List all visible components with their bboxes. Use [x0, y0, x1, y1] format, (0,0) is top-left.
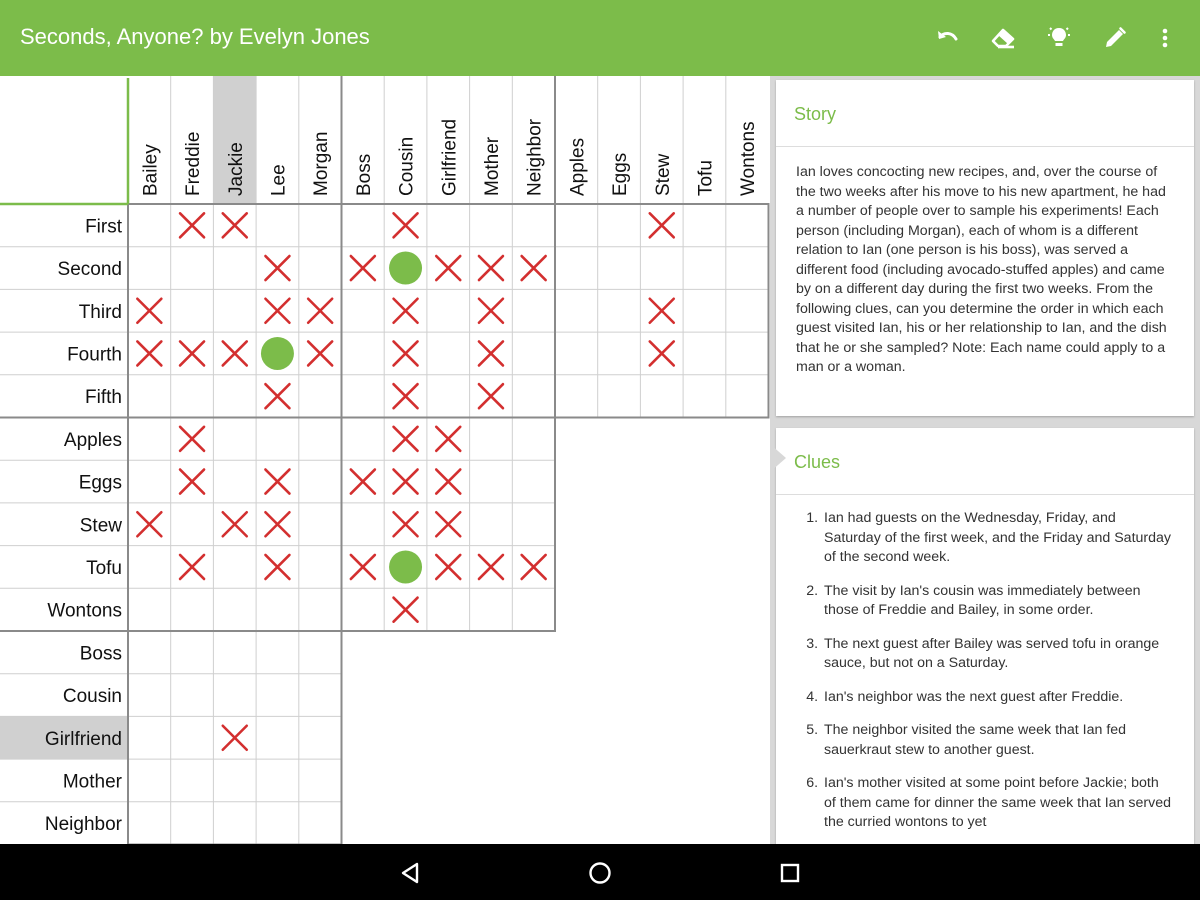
cell-x-mark[interactable] — [522, 256, 546, 280]
system-nav-bar — [0, 844, 1200, 900]
column-header[interactable]: Morgan — [311, 131, 333, 196]
cell-x-mark[interactable] — [180, 555, 204, 579]
cell-x-mark[interactable] — [265, 555, 289, 579]
undo-icon — [933, 24, 961, 52]
row-header[interactable]: Girlfriend — [44, 728, 122, 750]
cell-x-mark[interactable] — [650, 341, 674, 365]
clue-item[interactable]: 3. The next guest after Bailey was served tofu in orange sauce, but not on a Saturday. — [822, 635, 1172, 674]
eraser-icon — [989, 24, 1017, 52]
column-header[interactable]: Wontons — [738, 121, 760, 196]
row-header[interactable]: Third — [78, 301, 122, 323]
grid-block — [342, 204, 556, 418]
row-header[interactable]: Tofu — [86, 557, 122, 579]
hint-lightbulb-icon — [1045, 24, 1073, 52]
row-header[interactable]: Fifth — [85, 387, 122, 409]
cell-x-mark[interactable] — [479, 555, 503, 579]
cell-x-mark[interactable] — [394, 341, 418, 365]
row-header[interactable]: First — [85, 216, 122, 238]
cell-x-mark[interactable] — [351, 256, 375, 280]
recents-button[interactable] — [775, 858, 805, 888]
back-button[interactable] — [395, 858, 425, 888]
cell-x-mark[interactable] — [394, 384, 418, 408]
clue-item[interactable]: 6. Ian's mother visited at some point before Jackie; both of them came for dinner the same week that Ian served the curried wontons to yet — [822, 774, 1172, 833]
cell-match-dot[interactable] — [389, 550, 422, 583]
overflow-menu-icon — [1151, 24, 1179, 52]
cell-x-mark[interactable] — [137, 512, 161, 536]
clues-heading: Clues — [794, 452, 841, 472]
cell-x-mark[interactable] — [479, 299, 503, 323]
cell-x-mark[interactable] — [223, 213, 247, 237]
row-header[interactable]: Stew — [79, 515, 122, 537]
puzzle-title: Seconds, Anyone? by Evelyn Jones — [20, 24, 370, 49]
hint-button[interactable] — [1041, 20, 1077, 56]
column-header[interactable]: Lee — [268, 164, 290, 196]
column-header[interactable]: Neighbor — [524, 118, 546, 196]
row-header[interactable]: Neighbor — [44, 814, 122, 836]
side-panel — [770, 76, 1200, 844]
cell-x-mark[interactable] — [394, 470, 418, 494]
cell-x-mark[interactable] — [650, 299, 674, 323]
cell-x-mark[interactable] — [180, 470, 204, 494]
row-header[interactable]: Mother — [62, 771, 122, 793]
cell-x-mark[interactable] — [479, 384, 503, 408]
column-header[interactable]: Cousin — [396, 136, 418, 196]
cell-x-mark[interactable] — [180, 213, 204, 237]
column-header[interactable]: Eggs — [610, 152, 632, 196]
cell-x-mark[interactable] — [436, 427, 460, 451]
back-icon — [395, 858, 425, 888]
cell-x-mark[interactable] — [223, 726, 247, 750]
cell-x-mark[interactable] — [650, 213, 674, 237]
panel-pointer — [770, 444, 786, 472]
home-button[interactable] — [585, 858, 615, 888]
cell-x-mark[interactable] — [394, 512, 418, 536]
column-header[interactable]: Jackie — [225, 142, 247, 196]
cell-x-mark[interactable] — [351, 470, 375, 494]
row-header[interactable]: Eggs — [78, 472, 122, 494]
grid-block — [128, 204, 342, 418]
row-header[interactable]: Wontons — [47, 600, 122, 622]
logic-grid[interactable] — [0, 76, 770, 844]
row-header[interactable]: Cousin — [62, 686, 122, 708]
column-header[interactable]: Boss — [353, 153, 375, 196]
row-header[interactable]: Second — [57, 259, 122, 281]
cell-x-mark[interactable] — [308, 299, 332, 323]
cell-x-mark[interactable] — [265, 256, 289, 280]
column-header[interactable]: Bailey — [140, 144, 162, 196]
cell-x-mark[interactable] — [522, 555, 546, 579]
cell-x-mark[interactable] — [436, 470, 460, 494]
eraser-button[interactable] — [985, 20, 1021, 56]
recents-icon — [775, 858, 805, 888]
column-header[interactable]: Mother — [481, 136, 503, 196]
cell-x-mark[interactable] — [436, 256, 460, 280]
clue-item[interactable]: 4. Ian's neighbor was the next guest after Freddie. — [822, 688, 1172, 708]
column-header[interactable]: Freddie — [183, 131, 205, 196]
clue-item[interactable]: 2. The visit by Ian's cousin was immediately between those of Freddie and Bailey, in some order. — [822, 582, 1172, 621]
column-header[interactable]: Stew — [652, 153, 674, 196]
clue-item[interactable]: 1. Ian had guests on the Wednesday, Friday, and Saturday of the first week, and the Friday and Saturday of the second week. — [822, 509, 1172, 568]
clues-header[interactable] — [776, 428, 1194, 495]
undo-button[interactable] — [929, 20, 965, 56]
row-header[interactable]: Apples — [63, 429, 122, 451]
overflow-menu-button[interactable] — [1147, 20, 1183, 56]
cell-x-mark[interactable] — [223, 341, 247, 365]
cell-x-mark[interactable] — [479, 341, 503, 365]
story-card — [776, 80, 1194, 416]
clues-list — [776, 495, 1194, 833]
logic-grid-area — [0, 76, 770, 844]
row-header[interactable]: Fourth — [67, 344, 122, 366]
cell-x-mark[interactable] — [137, 341, 161, 365]
column-header[interactable]: Apples — [567, 137, 589, 196]
row-header[interactable]: Boss — [79, 643, 122, 665]
cell-x-mark[interactable] — [394, 427, 418, 451]
cell-x-mark[interactable] — [394, 213, 418, 237]
clue-item[interactable]: 5. The neighbor visited the same week that Ian fed sauerkraut stew to another guest. — [822, 721, 1172, 760]
story-text: Ian loves concocting new recipes, and, over the course of the two weeks after his move to his new apartment, he had a number of people over to sample his experiments! Each person (including Morgan), each of whom is a different relation to Ian (one person is his boss), was served a different food (including avocado-stuffed apples) and came by on a different day during the first two weeks. From the following clues, can you determine the order in which each guest visited Ian, his or her relationship to Ian, and the dish that he or she sampled? Note: Each name could apply to a man or a woman. — [796, 164, 1167, 375]
cell-x-mark[interactable] — [180, 341, 204, 365]
column-header[interactable]: Tofu — [695, 160, 717, 196]
cell-x-mark[interactable] — [137, 299, 161, 323]
cell-x-mark[interactable] — [308, 341, 332, 365]
story-heading: Story — [794, 104, 837, 124]
cell-x-mark[interactable] — [436, 555, 460, 579]
story-header[interactable] — [776, 80, 1194, 147]
cell-x-mark[interactable] — [265, 512, 289, 536]
cell-x-mark[interactable] — [436, 512, 460, 536]
column-header[interactable]: Girlfriend — [439, 118, 461, 196]
app-bar — [0, 0, 1200, 76]
clues-card — [776, 428, 1194, 844]
pencil-button[interactable] — [1097, 20, 1133, 56]
cell-x-mark[interactable] — [479, 256, 503, 280]
cell-x-mark[interactable] — [394, 598, 418, 622]
cell-x-mark[interactable] — [351, 555, 375, 579]
cell-x-mark[interactable] — [180, 427, 204, 451]
cell-x-mark[interactable] — [265, 299, 289, 323]
cell-x-mark[interactable] — [223, 512, 247, 536]
home-icon — [585, 858, 615, 888]
pencil-icon — [1101, 24, 1129, 52]
cell-x-mark[interactable] — [265, 384, 289, 408]
cell-x-mark[interactable] — [394, 299, 418, 323]
cell-match-dot[interactable] — [261, 337, 294, 370]
cell-x-mark[interactable] — [265, 470, 289, 494]
cell-match-dot[interactable] — [389, 252, 422, 285]
